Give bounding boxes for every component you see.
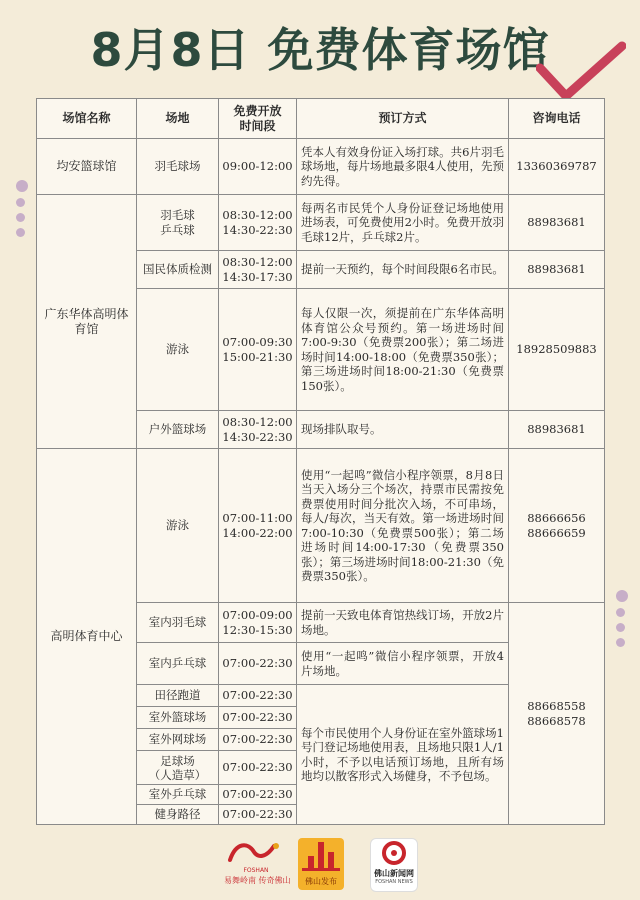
- foshan-news-logo: [370, 838, 418, 892]
- venue-name: 广东华体高明体育馆: [37, 195, 137, 449]
- header-site: 场地: [137, 99, 219, 139]
- booking-method: 凭本人有效身份证入场打球。共6片羽毛球场地，每片场地最多限4人使用，先预约先得。: [297, 139, 509, 195]
- site-name: 田径跑道: [137, 685, 219, 707]
- table-row: [37, 449, 605, 603]
- booking-method: 使用“一起鸣”微信小程序领票，开放4片场地。: [297, 643, 509, 685]
- logo2-caption: 佛山发布: [305, 877, 337, 886]
- table-row: [37, 139, 605, 195]
- foshan-tourism-logo: [224, 838, 291, 890]
- table-row: [37, 195, 605, 251]
- foshan-release-logo: [298, 838, 344, 890]
- site-name: 室外篮球场: [137, 707, 219, 729]
- header-time: 免费开放 时间段: [219, 99, 297, 139]
- time-slot: 07:00-09:30 15:00-21:30: [219, 289, 297, 411]
- booking-method: 每个市民使用个人身份证在室外篮球场1号门登记场地使用表，且场地只限1人/1小时，不予以电话预订场地，且所有场地均以散客形式入场健身，不予包场。: [297, 685, 509, 825]
- booking-method: 每两名市民凭个人身份证登记场地使用进场表，可免费使用2小时。免费开放羽毛球12片，乒乓球2片。: [297, 195, 509, 251]
- time-slot: 07:00-22:30: [219, 707, 297, 729]
- site-name: 国民体质检测: [137, 251, 219, 289]
- header-venue: 场馆名称: [37, 99, 137, 139]
- site-name: 健身路径: [137, 805, 219, 825]
- site-name: 羽毛球场: [137, 139, 219, 195]
- logo1-slogan: 易舞岭南 传奇佛山: [224, 876, 291, 885]
- time-slot: 07:00-22:30: [219, 785, 297, 805]
- decor-dot-icon: [616, 608, 625, 617]
- site-name: 室内乒乓球: [137, 643, 219, 685]
- site-name: 游泳: [137, 289, 219, 411]
- phone-number: 88666656 88666659: [509, 449, 605, 603]
- decor-dot-icon: [16, 228, 25, 237]
- logo3-caption: 佛山新闻网: [374, 869, 414, 878]
- booking-method: 使用“一起鸣”微信小程序领票，8月8日当天入场分三个场次，持票市民需按免费票使用时间分批次入场，不可串场，每人/每次，当天有效。第一场进场时间7:00-10:30（免费票500张）；第二场进场时间14:00-17:30（免费票350张）；第三场进场时间18:00-21:30（免费票350张）。: [297, 449, 509, 603]
- time-slot: 08:30-12:00 14:30-17:30: [219, 251, 297, 289]
- time-slot: 09:00-12:00: [219, 139, 297, 195]
- booking-method: 提前一天预约，每个时间段限6名市民。: [297, 251, 509, 289]
- header-booking: 预订方式: [297, 99, 509, 139]
- site-name: 室外网球场: [137, 729, 219, 751]
- site-name: 羽毛球 乒乓球: [137, 195, 219, 251]
- news-swirl-icon: [371, 839, 417, 867]
- phone-number: 88983681: [509, 411, 605, 449]
- time-slot: 08:30-12:00 14:30-22:30: [219, 411, 297, 449]
- time-slot: 07:00-11:00 14:00-22:00: [219, 449, 297, 603]
- time-slot: 07:00-22:30: [219, 643, 297, 685]
- time-slot: 07:00-22:30: [219, 805, 297, 825]
- time-slot: 07:00-22:30: [219, 685, 297, 707]
- time-slot: 08:30-12:00 14:30-22:30: [219, 195, 297, 251]
- booking-method: 现场排队取号。: [297, 411, 509, 449]
- venue-table: [36, 98, 605, 825]
- decor-dots-left: [16, 180, 28, 243]
- booking-method: 每人仅限一次，须提前在广东华体高明体育馆公众号预约。第一场进场时间7:00-9:30（免费票200张）；第二场进场时间14:00-18:00（免费票350张）；第三场进场时间18:00-21:30（免费票150张）。: [297, 289, 509, 411]
- phone-number: 88668558 88668578: [509, 603, 605, 825]
- venue-name: 高明体育中心: [37, 449, 137, 825]
- tower-icon: [298, 838, 344, 874]
- page-title: 8月8日 免费体育场馆: [90, 23, 550, 77]
- site-name: 游泳: [137, 449, 219, 603]
- time-slot: 07:00-09:00 12:30-15:30: [219, 603, 297, 643]
- decor-dot-icon: [16, 180, 28, 192]
- footer-logos: [0, 838, 640, 894]
- site-name: 室外乒乓球: [137, 785, 219, 805]
- header-phone: 咨询电话: [509, 99, 605, 139]
- decor-dots-right: [616, 590, 628, 653]
- time-slot: 07:00-22:30: [219, 729, 297, 751]
- phone-number: 13360369787: [509, 139, 605, 195]
- decor-dot-icon: [16, 213, 25, 222]
- phone-number: 18928509883: [509, 289, 605, 411]
- site-name: 足球场 （人造草）: [137, 751, 219, 785]
- booking-method: 提前一天致电体育馆热线订场，开放2片场地。: [297, 603, 509, 643]
- phone-number: 88983681: [509, 251, 605, 289]
- venue-name: 均安篮球馆: [37, 139, 137, 195]
- time-slot: 07:00-22:30: [219, 751, 297, 785]
- decor-dot-icon: [616, 638, 625, 647]
- phone-number: 88983681: [509, 195, 605, 251]
- dragon-icon: [224, 838, 288, 868]
- decor-dot-icon: [616, 623, 625, 632]
- logo3-subcaption: FOSHAN NEWS: [375, 879, 413, 885]
- decor-dot-icon: [616, 590, 628, 602]
- logo1-caption: FOSHAN: [243, 867, 269, 874]
- site-name: 室内羽毛球: [137, 603, 219, 643]
- table-header-row: [37, 99, 605, 139]
- site-name: 户外篮球场: [137, 411, 219, 449]
- decor-dot-icon: [16, 198, 25, 207]
